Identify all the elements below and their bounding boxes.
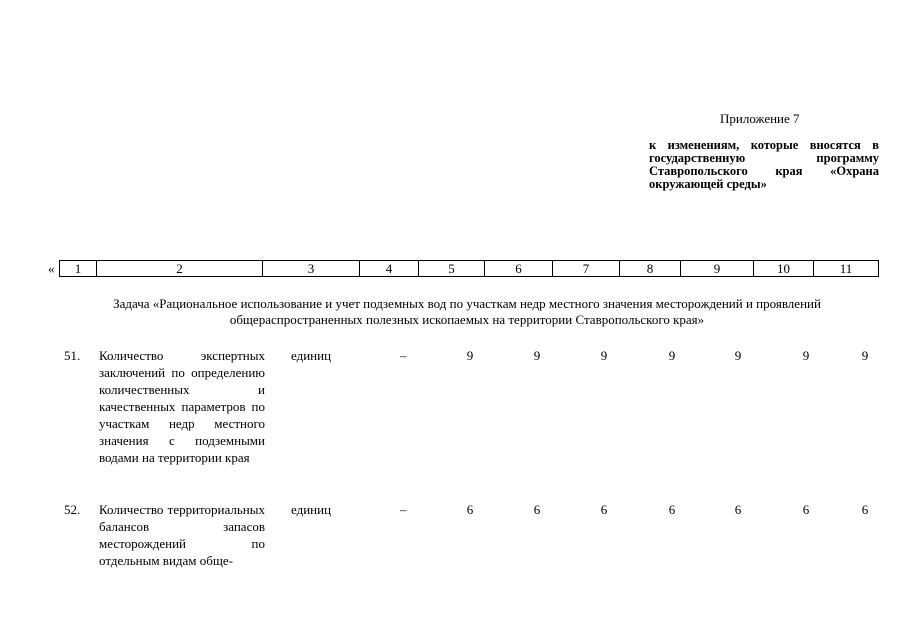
row-52-value-10: 6 xyxy=(802,502,810,517)
header-cell-4: 4 xyxy=(360,261,419,276)
task-heading: Задача «Рациональное использование и учет подземных вод по участкам недр местного значения месторождений и проявлений общераспространенных полезных ископаемых на территории Ставропольского края» xyxy=(113,296,821,327)
row-51-value-11: 9 xyxy=(861,348,869,363)
row-51-value-7: 9 xyxy=(600,348,608,363)
row-51-base: – xyxy=(400,348,407,363)
appendix-text: к изменениям, которые вносятся в государственную программу Ставропольского края «Охрана окружающей среды» xyxy=(649,138,879,191)
opening-quote-mark: « xyxy=(48,261,55,276)
header-cell-8: 8 xyxy=(620,261,681,276)
row-52-description: Количество территориальных балансов запасов месторождений по отдельным видам обще- xyxy=(99,502,265,568)
row-51-value-10: 9 xyxy=(802,348,810,363)
row-51-value-8: 9 xyxy=(668,348,676,363)
row-52-value-8: 6 xyxy=(668,502,676,517)
header-cell-7: 7 xyxy=(553,261,620,276)
header-cell-2: 2 xyxy=(97,261,263,276)
table-header-row xyxy=(59,260,879,277)
header-cell-6: 6 xyxy=(485,261,553,276)
header-cell-1: 1 xyxy=(60,261,97,276)
row-52-value-6: 6 xyxy=(533,502,541,517)
header-cell-11: 11 xyxy=(839,261,853,276)
row-52-unit: единиц xyxy=(291,502,332,517)
row-51-value-6: 9 xyxy=(533,348,541,363)
row-51-value-5: 9 xyxy=(466,348,474,363)
row-52-value-11: 6 xyxy=(861,502,869,517)
header-cell-9: 9 xyxy=(681,261,754,276)
row-52-base: – xyxy=(400,502,407,517)
row-51-number: 51. xyxy=(64,348,81,363)
row-51-description: Количество экспертных заключений по определению количественных и качественных параметров по участкам недр местного значения с подземными водами на территории края xyxy=(99,348,265,465)
row-52-value-5: 6 xyxy=(466,502,474,517)
row-51-unit: единиц xyxy=(291,348,332,363)
row-52-number: 52. xyxy=(64,502,81,517)
header-cell-3: 3 xyxy=(263,261,360,276)
row-52-value-7: 6 xyxy=(600,502,608,517)
header-cell-5: 5 xyxy=(419,261,485,276)
row-51-value-9: 9 xyxy=(734,348,742,363)
appendix-title: Приложение 7 xyxy=(720,111,800,126)
header-cell-10: 10 xyxy=(754,261,814,276)
row-52-value-9: 6 xyxy=(734,502,742,517)
